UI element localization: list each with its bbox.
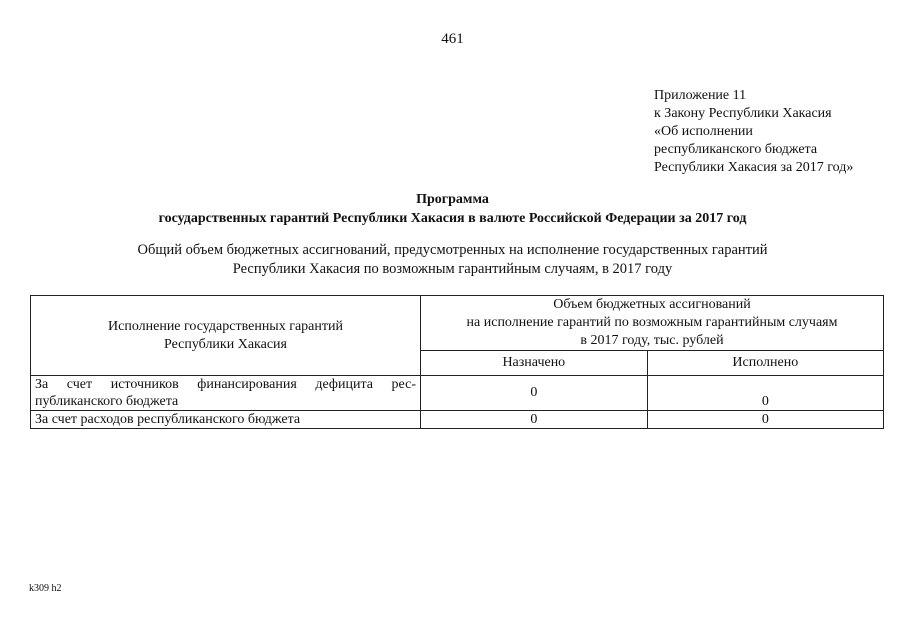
header-execution <box>31 296 421 376</box>
title-line: Программа <box>416 192 489 207</box>
footer-code: k309 h2 <box>29 583 62 594</box>
appendix-note <box>654 87 853 177</box>
cell-executed: 0 <box>647 411 883 429</box>
appendix-line: «Об исполнении <box>654 124 753 139</box>
table-row <box>31 376 884 411</box>
header-allocations <box>421 296 884 351</box>
appendix-line: республиканского бюджета <box>654 142 818 157</box>
header-text: на исполнение гарантий по возможным гарантийным случаям <box>466 315 838 330</box>
subtitle-line: Общий объем бюджетных ассигнований, предусмотренных на исполнение государственных гарантий <box>137 242 768 258</box>
appendix-line: к Закону Республики Хакасия <box>654 106 832 121</box>
guarantees-table <box>30 295 884 429</box>
table-row <box>31 411 884 429</box>
title-line: государственных гарантий Республики Хакасия в валюте Российской Федерации за 2017 год <box>158 211 747 226</box>
document-subtitle <box>0 241 905 279</box>
col-assigned: Назначено <box>421 351 648 376</box>
document-title <box>0 190 905 228</box>
appendix-line: Приложение 11 <box>654 88 747 103</box>
appendix-line: Республики Хакасия за 2017 год» <box>654 160 854 175</box>
table-header-row <box>31 296 884 351</box>
subtitle-line: Республики Хакасия по возможным гарантийным случаям, в 2017 году <box>232 261 673 277</box>
row-label: За счет расходов республиканского бюджета <box>31 411 421 429</box>
header-text: Исполнение государственных гарантий <box>108 318 343 334</box>
header-text: в 2017 году, тыс. рублей <box>580 333 724 348</box>
cell-assigned: 0 <box>421 411 648 429</box>
header-text: Объем бюджетных ассигнований <box>553 297 751 312</box>
row-label: За счет источников финансирования дефицита рес-публиканского бюджета <box>31 376 421 411</box>
header-text: Республики Хакасия <box>163 336 287 352</box>
page-number: 461 <box>441 31 464 47</box>
cell-executed: 0 <box>647 376 883 411</box>
col-executed: Исполнено <box>647 351 883 376</box>
cell-assigned: 0 <box>421 376 648 411</box>
